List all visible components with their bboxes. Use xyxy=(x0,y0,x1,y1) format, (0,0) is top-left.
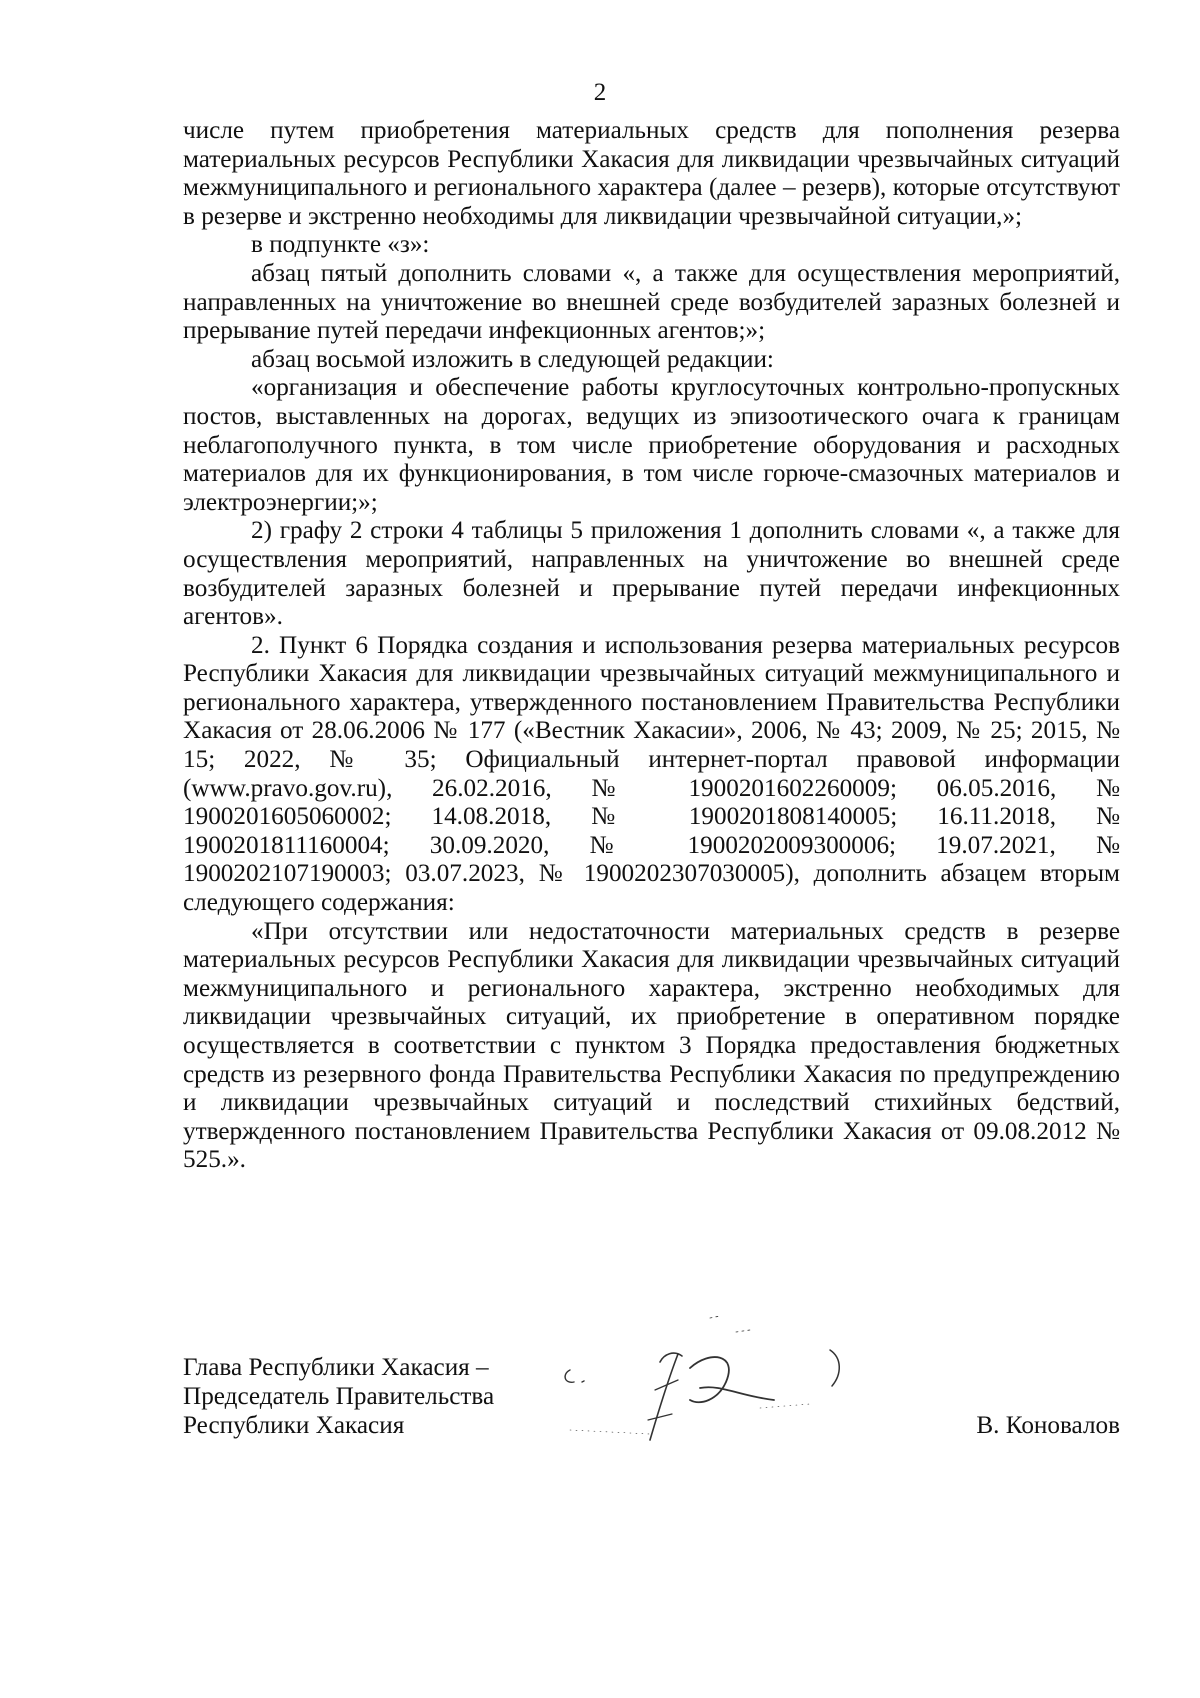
paragraph: числе путем приобретения материальных средств для пополнения резерва материальных ресурсов Республики Хакасия для ликвидации чрезвычайных ситуаций межмуниципального и регионального характера (далее – резерв), которые отсутствуют в резерве и экстренно необходимы для ликвидации чрезвычайной ситуации,»; xyxy=(183,117,1120,230)
paragraph: в подпункте «з»: xyxy=(251,231,430,259)
signatory-title xyxy=(183,1353,494,1440)
paragraph: «При отсутствии или недостаточности материальных средств в резерве материальных ресурсов Республики Хакасия для ликвидации чрезвычайных ситуаций межмуниципального и регионального характера, экстренно необходимых для ликвидации чрезвычайных ситуаций, их приобретение в оперативном порядке осуществляется в соответствии с пунктом 3 Порядка предоставления бюджетных средств из резервного фонда Правительства Республики Хакасия по предупреждению и ликвидации чрезвычайных ситуаций и последствий стихийных бедствий, утвержденного постановлением Правительства Республики Хакасия от 09.08.2012 № 525.». xyxy=(183,917,1120,1174)
signatory-title-line: Республики Хакасия xyxy=(183,1412,405,1439)
handwritten-signature-icon xyxy=(560,1310,890,1470)
paragraph: абзац восьмой изложить в следующей редакции: xyxy=(251,345,774,373)
page-number: 2 xyxy=(593,79,607,106)
document-body xyxy=(183,117,1120,1175)
signatory-title-line: Глава Республики Хакасия – xyxy=(183,1354,489,1381)
paragraph: 2) графу 2 строки 4 таблицы 5 приложения 1 дополнить словами «, а также для осуществления мероприятий, направленных на уничтожение во внешней среде возбудителей заразных болезней и прерывание путей передачи инфекционных агентов». xyxy=(183,517,1120,631)
paragraph: «организация и обеспечение работы круглосуточных контрольно-пропускных постов, выставленных на дорогах, ведущих из эпизоотического очага к границам неблагополучного пункта, в том числе приобретение оборудования и расходных материалов для их функционирования, в том числе горюче-смазочных материалов и электроэнергии;»; xyxy=(183,374,1120,516)
paragraph: абзац пятый дополнить словами «, а также для осуществления мероприятий, направленных на уничтожение во внешней среде возбудителей заразных болезней и прерывание путей передачи инфекционных агентов;»; xyxy=(183,259,1120,345)
paragraph: 2. Пункт 6 Порядка создания и использования резерва материальных ресурсов Республики Хакасия для ликвидации чрезвычайных ситуаций межмуниципального и регионального характера, утвержденного постановлением Правительства Республики Хакасия от 28.06.2006 № 177 («Вестник Хакасии», 2006, № 43; 2009, № 25; 2015, № 15; 2022, № 35; Официальный интернет-портал правовой информации (www.pravo.gov.ru), 26.02.2016, № 1900201602260009; 06.05.2016, № 1900201605060002; 14.08.2018, № 1900201808140005; 16.11.2018, № 1900201811160004; 30.09.2020, № 1900202009300006; 19.07.2021, № 1900202107190003; 03.07.2023, № 1900202307030005), дополнить абзацем вторым следующего содержания: xyxy=(183,631,1120,917)
signatory-name: В. Коновалов xyxy=(976,1412,1120,1439)
signatory-title-line: Председатель Правительства xyxy=(183,1383,495,1410)
